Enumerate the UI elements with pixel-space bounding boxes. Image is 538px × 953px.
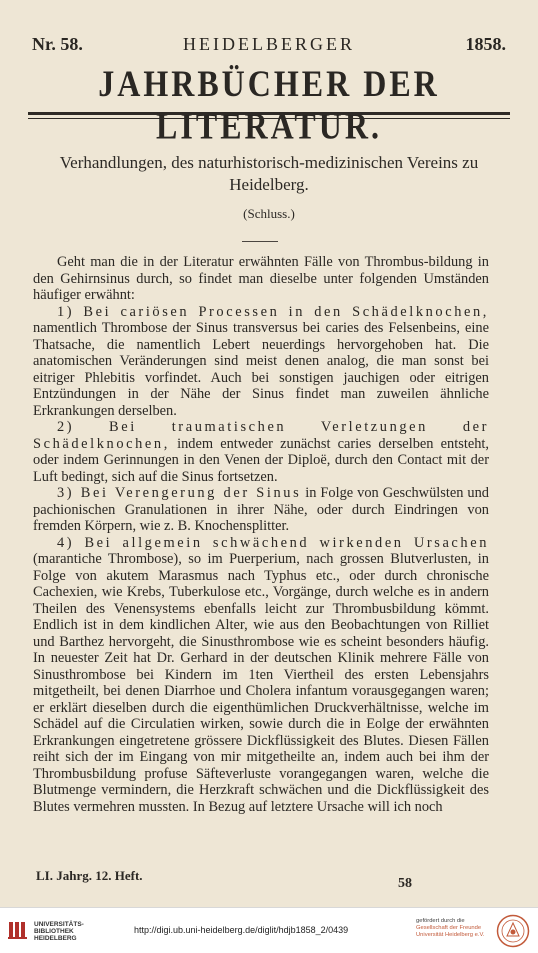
paragraph-lead: 3) Bei Verengerung der Sinus — [57, 485, 302, 501]
sponsor-note: gefördert durch die Gesellschaft der Freunde Universität Heidelberg e.V. — [416, 918, 485, 938]
viewer-footer-bar — [0, 907, 538, 953]
year: 1858. — [465, 34, 506, 54]
article-title: Verhandlungen, des naturhistorisch-medizinischen Vereins zu Heidelberg. — [59, 153, 479, 194]
page-number: 58 — [398, 876, 412, 891]
library-logo-icon[interactable] — [8, 920, 30, 940]
header-rule-thin — [28, 118, 510, 119]
masthead: JAHRBÜCHER DER LITERATUR. — [98, 62, 440, 147]
paragraph: Geht man die in der Literatur erwähnten Fälle von Thrombus-bildung in den Gehirnsinus durch, so findet man dieselbe unter folgenden Umständen häufiger erwähnt: — [33, 254, 489, 303]
signature-mark: LI. Jahrg. 12. Heft. — [36, 868, 143, 883]
header-rule-thick — [28, 112, 510, 115]
page-footer — [36, 868, 502, 891]
journal-city: HEIDELBERGER — [183, 34, 355, 54]
paragraph: 4) Bei allgemein schwächend wirkenden Ursachen (marantiche Thrombose), so im Puerperium, nach grossen Blutverlusten, in Folge von akutem Marasmus nach Typhus etc., oder durch chronische Cachexien, wie Krebs, Tuberkulose etc., Vorgänge, durch welche es in andern Theilen des Venensystems ebenfalls leicht zur Thrombusbildung kömmt. Endlich ist in dem kindlichen Alter, wie aus den Beobachtungen von Rilliet und Barthez hervorgeht, die Sinusthrombose wie es scheint besonders häufig. In neuester Zeit hat Dr. Gerhard in der deutschen Klinik mehrere Fälle von Sinusthrombose bei Kindern im 1ten Viertheil des ersten Lebensjahrs mitgetheilt, bei denen Diarrhoe und Cholera infantum vorausgegangen waren; er erklärt dieselben durch die eigenthümlichen Druckverhältnisse, welche im Schädel auf die Circulatien wirken, sowie durch die in Eolge der erwähnten Erkrankungen eingetretene grössere Dickflüssigkeit des Blutes. Diesen Fällen reiht sich der im Eingang von mir mitgetheilte an, indem auch bei ihm der Thrombusbildung profuse Säfteverluste vorangegangen waren, welche die Blutmenge vermindern, die Herzkraft schwächen und die Dickflüssigkeit des Blutes vermehren mussten. In Bezug auf letztere Ursache will ich noch — [33, 534, 489, 815]
paragraph: 1) Bei cariösen Processen in den Schädelknochen, namentlich Thrombose der Sinus transversus bei caries des Felsenbeins, eine Thatsache, die namentlich Lebert neuerdings hervorgehoben hat. Die anatomischen Veränderungen sind meist denen analog, die man sonst bei eitriger Phlebitis vorfindet. Auch bei sonstigen jauchigen oder eitrigen Entzündungen in der Nähe der Sinus findet man zuweilen ähnliche Erkrankungen derselben. — [33, 303, 489, 419]
paragraph-lead: 4) Bei allgemein schwächend wirkenden Ursachen — [57, 534, 489, 551]
library-name: UNIVERSITÄTS- BIBLIOTHEK HEIDELBERG — [34, 921, 84, 942]
issue-number: Nr. 58. — [32, 34, 83, 54]
paragraph: 3) Bei Verengerung der Sinus in Folge von Geschwülsten und pachionischen Granulationen in ihrer Nähe, oder durch Eindringen von fremden Körpern, wie z. B. Knochensplitter. — [33, 485, 489, 534]
paragraph: 2) Bei traumatischen Verletzungen der Schädelknochen, indem entweder zunächst caries derselben entsteht, oder indem Gerinnungen in den Venen der Diploë, durch den Contact mit der Luft bedingt, sich auf die Sinus fortsetzen. — [33, 419, 489, 485]
article-body — [33, 254, 489, 815]
paragraph-lead: 1) Bei cariösen Processen in den Schädelknochen, — [57, 303, 489, 320]
section-divider — [242, 241, 278, 242]
running-header — [32, 34, 506, 58]
university-seal-icon — [496, 914, 530, 948]
permalink[interactable]: http://digi.ub.uni-heidelberg.de/diglit/hdjb1858_2/0439 — [134, 925, 349, 935]
article-subtitle: (Schluss.) — [243, 206, 295, 221]
paragraph-lead: 2) Bei traumatischen Verletzungen der Schädelknochen, — [33, 419, 489, 452]
